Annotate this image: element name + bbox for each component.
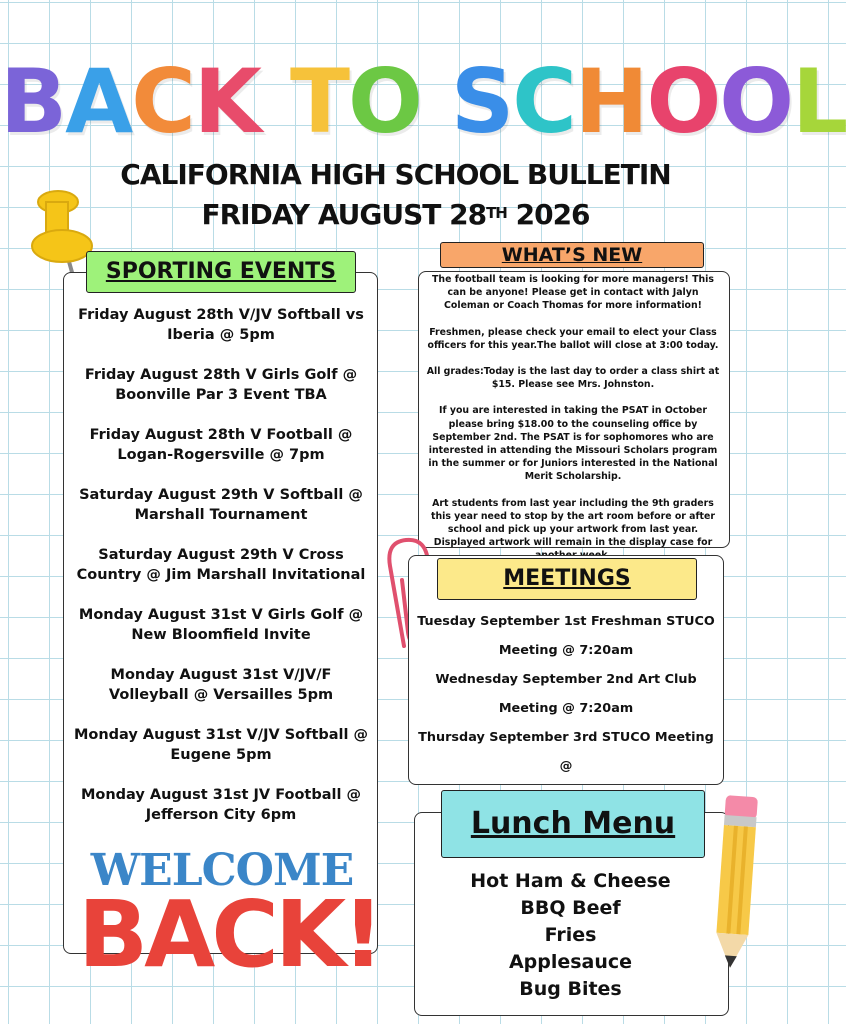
date-suffix: TH <box>486 204 507 222</box>
news-paragraph: The football team is looking for more managers! This can be anyone! Please get in contact with Jalyn Coleman or Coach Thomas for more information! <box>432 274 714 312</box>
welcome-text: WELCOME <box>90 845 354 896</box>
title-letter: S <box>450 50 513 153</box>
bulletin-heading <box>0 155 791 235</box>
title-letter: O <box>646 50 720 153</box>
lunch-menu-list <box>414 868 727 1003</box>
title-letter: A <box>65 50 132 153</box>
title-letter: H <box>574 50 647 153</box>
bulletin-title: CALIFORNIA HIGH SCHOOL BULLETIN <box>120 158 671 191</box>
lunch-menu-header: Lunch Menu <box>441 790 705 858</box>
title-gap <box>421 52 451 152</box>
sporting-event-item: Monday August 31st V/JV Softball @ Eugene 5pm <box>73 727 369 763</box>
meeting-line: Thursday September 3rd STUCO Meeting @ <box>418 730 714 774</box>
meetings-list <box>411 607 721 810</box>
meeting-line: Meeting @ 7:20am <box>498 643 634 658</box>
lunch-menu-item: Applesauce <box>508 951 633 973</box>
sporting-event-item: Friday August 28th V/JV Softball vs Iberia @ 5pm <box>78 307 364 343</box>
meeting-line: Meeting @ 7:20am <box>498 701 634 716</box>
sporting-events-list <box>66 305 376 845</box>
news-paragraph: Art students from last year including the 9th graders this year need to stop by the art room before or after school and pick up your artwork from last year. Displayed artwork will remain in the display case for <box>430 497 716 549</box>
sporting-event-item: Saturday August 29th V Softball @ Marshall Tournament <box>79 487 363 523</box>
title-letter: K <box>193 50 260 153</box>
date-main: FRIDAY AUGUST 28 <box>201 198 487 231</box>
back-text: BACK! <box>78 881 381 988</box>
title-letter: O <box>719 50 793 153</box>
title-letter: C <box>131 50 194 153</box>
whats-new-header: WHAT’S NEW <box>440 242 704 268</box>
sporting-event-item: Friday August 28th V Football @ Logan-Rogersville @ 7pm <box>89 427 353 463</box>
news-paragraph: If you are interested in taking the PSAT in October please bring $18.00 to the counseling office by September 2nd. The PSAT is for sophomores who are interested in attending the Missouri Scholars program in the summer or for Juniors interested in the National Merit Scholarship. <box>428 405 718 483</box>
sporting-event-item: Monday August 31st V Girls Golf @ New Bloomfield Invite <box>78 607 364 643</box>
lunch-menu-item: Fries <box>544 924 597 946</box>
title-letter: O <box>348 50 421 153</box>
sporting-event-item: Saturday August 29th V Cross Country @ Jim Marshall Invitational <box>76 547 366 583</box>
date-year: 2026 <box>506 198 590 231</box>
sporting-event-item: Friday August 28th V Girls Golf @ Boonville Par 3 Event TBA <box>84 367 358 403</box>
title-letter: T <box>289 50 349 153</box>
lunch-menu-item: BBQ Beef <box>520 897 621 919</box>
title-letter: C <box>512 50 575 153</box>
lunch-menu-item: Bug Bites <box>519 978 622 1000</box>
title-letter: B <box>0 50 66 153</box>
sporting-event-item: Monday August 31st V/JV/F Volleyball @ Versailles 5pm <box>108 667 334 703</box>
meeting-line: Tuesday September 1st Freshman STUCO <box>417 614 715 629</box>
sporting-event-item: Monday August 31st JV Football @ Jefferson City 6pm <box>80 787 362 823</box>
whats-new-content <box>420 273 726 576</box>
news-paragraph: All grades:Today is the last day to order a class shirt at $15. Please see Mrs. Johnston. <box>426 366 720 391</box>
pencil-icon <box>706 792 766 972</box>
news-paragraph: Freshmen, please check your email to elect your Class officers for this year.The ballot will close at 3:00 today. <box>427 326 719 351</box>
bulletin-date <box>0 195 791 235</box>
title-gap <box>260 52 290 152</box>
meeting-line: Wednesday September 2nd Art Club <box>435 672 697 687</box>
back-to-school-title <box>0 50 846 153</box>
sporting-events-header: SPORTING EVENTS <box>86 251 356 293</box>
title-letter: L <box>792 50 846 153</box>
meetings-header: MEETINGS <box>437 558 697 600</box>
lunch-menu-item: Hot Ham & Cheese <box>470 870 671 892</box>
